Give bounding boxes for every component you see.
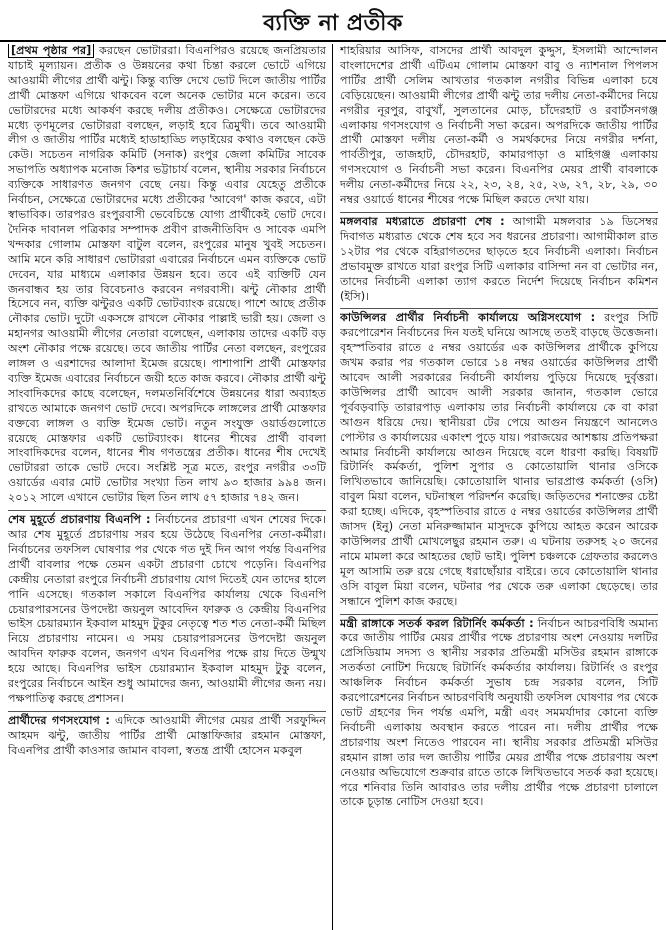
subheading-bnp-campaign: শেষ মুহূর্তে প্রচারণায় বিএনপি : xyxy=(8,513,151,527)
article-title: ব্যক্তি না প্রতীক xyxy=(263,11,403,36)
left-column xyxy=(8,44,326,930)
continuation-tag: [প্রথম পৃষ্ঠার পর] xyxy=(8,44,94,58)
right-column xyxy=(340,44,658,930)
left-paragraph-1 xyxy=(8,44,326,506)
article-header xyxy=(0,0,666,42)
left-paragraph-3-text: এদিকে আওয়ামী লীগের মেয়র প্রার্থী সরফুদ্দিন আহমদ ঝন্টু, জাতীয় পার্টির প্রার্থী মোস্তাফিজার রহমান মোস্তফা, বিএনপির প্রার্থী কাওসার জামান বাবলা, স্বতন্ত্র প্রার্থী হোসেন মকবুল xyxy=(8,713,326,757)
section-divider xyxy=(340,304,658,309)
left-paragraph-1-text: করছেন ভোটাররা। বিএনপিরও রয়েছে জনপ্রিয়তার যাচাই মূল্যায়ন। প্রতীক ও উন্নয়নের কথা চিন্তা করলে ভোটে এগিয়ে আওয়ামী লীগের প্রার্থী ঝন্টু। কিন্তু ব্যক্তি দেখে ভোট দিলে জাতীয় পার্টির প্রার্থী মোস্তফা এগিয়ে থাকবেন বলে অনেক ভোটার মনে করেন। তবে ভোটারদের মধ্যে আকর্ষণ করছে দলীয় প্রতীকও। সেক্ষেত্রে ভোটারদের মধ্যে তৃণমূলের ভোটাররা বলছেন, লড়াই হবে ত্রিমুখী। তবে আওয়ামী লীগ ও জাতীয় পার্টির মধ্যেই হাডাহাড্ডি লড়াইয়ের কথাও বলছেন কেউ কেউ। সচেতন নাগরিক কমিটি (সনাক) রংপুর জেলা কমিটির সাবেক সভাপতি অধ্যাপক মনোজ কিশর ভট্টাচার্য বলেন, স্থানীয় সরকার নির্বাচনে ব্যক্তিকে সাধারণত জনগণ বেছে নেয়। কিন্তু এবার যেহেতু প্রতীকে নির্বাচন, সেক্ষেত্রে ভোটারদের মধ্যে প্রতীকের 'আবেগ' কাজ করবে, এটা স্বাভাবিক। তারপরও রংপুরবাসী ভেবেচিন্তে যোগ্য প্রার্থীকেই ভোট দেবে। দৈনিক দাবানল পত্রিকার সম্পাদক প্রবীণ রাজনীতিবিদ ও সাবেক এমপি খন্দকার গোলাম মোস্তফা বাটুল বলেন, রংপুরের মানুষ খুবই সচেতন। আমি মনে করি সাধারণ ভোটাররা এবারের নির্বাচনে এমন ব্যক্তিকে ভোট দেবেন, যার মাধ্যমে এলাকার উন্নয়ন হবে। তবে এই ব্যক্তিটি যেন জনবান্ধব হয় তার বিবেচনাও করবেন নগরবাসী। ঝন্টু নৌকার প্রার্থী হিসেবে নন, ব্যক্তি ঝন্টুরও একটি ভোটব্যাংক রয়েছে। পাশে আছে প্রতীক নৌকার ভোট। দুটো একসঙ্গে রাখলে নৌকার পাল্লাই ভারী হয়। জেলা ও মহানগর আওয়ামী লীগের নেতারা বলেছেন, এলাকায় তাদের একটি বড় অংশ নৌকার পক্ষে রয়েছে। তবে জাতীয় পার্টির নেতা বলছেন, রংপুরের লাঙ্গল ও এরশাদের আলাদা ইমেজ রয়েছে। পাশাপাশি প্রার্থী মোস্তফার ব্যক্তি ইমেজ এবারের নির্বাচনে জয়ী হতে কাজ করবে। নৌকার প্রার্থী ঝন্টু সাংবাদিকদের কাছে বলেছেন, দলমতনির্বিশেষে উন্নয়নের ধারা অব্যাহত রাখতে আমাকে জনগণ ভোট দেবে। অপরদিকে লাঙ্গলের প্রার্থী মোস্তফার বক্তব্যে লাঙ্গল ও ব্যক্তি ইমেজ ভোট। নতুন সংযুক্ত ওয়ার্ডগুলোতে রয়েছে মোস্তফার একটি ভোটব্যাংক। ধানের শীষের প্রার্থী বাবলা সাংবাদিকদের বলেন, ধানের শীষ গণতন্ত্রের প্রতীক। ধানের শীষ দেখেই ভোটাররা তাকে ভোট দেবে। সংশ্লিষ্ট সূত্র মতে, রংপুর নগরীর ৩৩টি ওয়ার্ডের এবার মোট ভোটার সংখ্যা তিন লাখ ৯৩ হাজার ৯৯৪ জন। ২০১২ সালে এখানে ভোটার ছিল তিন লাখ ৫৭ হাজার ৭৪২ জন। xyxy=(8,44,326,505)
right-paragraph-1: শাহরিয়ার আসিফ, বাসদের প্রার্থী আবদুল কুদ্দুস, ইসলামী আন্দোলন বাংলাদেশের প্রার্থী এটিএম গোলাম মোস্তফা বাবু ও ন্যাশনাল পিপলস পার্টির প্রার্থী সেলিম আখতার গতকাল নগরীর বিভিন্ন এলাকা চষে বেড়িয়েছেন। আওয়ামী লীগের প্রার্থী ঝন্টু তার দলীয় নেতা-কর্মীদের নিয়ে নগরীর নূরপুর, বাবুখাঁ, সুলতানের মোড়, চাঁদেরহাট ও রবার্টসনগঞ্জ এলাকায় গণসংযোগ ও নির্বাচনী সভা করেন। অপরদিকে জাতীয় পার্টির প্রার্থী মোস্তফা দলীয় নেতা-কর্মী ও সমর্থকদের নিয়ে নগরীর দর্শনা, পার্বতীপুর, তাজহাট, চৌদরহাট, কামারপাড়া ও মাহিগঞ্জ এলাকায় গণসংযোগ ও নির্বাচনী সভা করেন। বিএনপির মেয়র প্রার্থী বাবলাকে দলীয় নেতা-কর্মীদের নিয়ে ২২, ২৩, ২৪, ২৫, ২৬, ২৭, ২৮, ২৯, ৩০ নম্বর ওয়ার্ডে ধানের শীষের পক্ষে মিছিল করতে দেখা যায়। xyxy=(340,44,658,207)
subheading-arson: কাউন্সিলর প্রার্থীর নির্বাচনী কার্যালয়ে অগ্নিসংযোগ : xyxy=(340,311,596,325)
section-divider xyxy=(8,506,326,511)
right-paragraph-4-text: নির্বাচন আচরণবিধি অমান্য করে জাতীয় পার্টির মেয়র প্রার্থীর পক্ষে প্রচারণায় অংশ নেওয়ায় দলটির প্রেসিডিয়াম সদস্য ও স্থানীয় সরকার প্রতিমন্ত্রী মসিউর রহমান রাঙ্গাকে সতর্কতা নোটিশ দিয়েছে রিটার্নিং কর্মকর্তার কার্যালয়। রিটার্নিং ও রংপুর আঞ্চলিক নির্বাচন কর্মকর্তা সুভাষ চন্দ্র সরকার বলেন, সিটি করপোরেশনের নির্বাচন আচরণবিধি অনুযায়ী তফসিল ঘোষণার পর থেকে ভোট গ্রহণের দিন পর্যন্ত এমপি, মন্ত্রী এবং সমমর্যাদার কোনো ব্যক্তি নির্বাচনী এলাকায় অবস্থান করতে পারেন না। দলীয় প্রার্থীর পক্ষে প্রচারণায় অংশ নিতেও পারবেন না। স্থানীয় সরকার প্রতিমন্ত্রী মসিউর রহমান রাঙ্গা তার দল জাতীয় পার্টির মেয়র প্রার্থীর পক্ষে প্রচারণায় অংশ নেওয়ার অভিযোগে শুক্রবার রাতে তাকে লিখিতভাবে সতর্ক করা হয়েছে। পরে শনিবার তিনি আবারও তার দলীয় প্রার্থীর পক্ষে প্রচারণা চালালে তাকে চূড়ান্ত নোটিস দেওয়া হবে। xyxy=(340,616,658,809)
right-paragraph-3-text: রংপুর সিটি করপোরেশন নির্বাচনের দিন যতই ঘনিয়ে আসছে ততই বাড়ছে উত্তেজনা। বৃহস্পতিবার রাতে ৫ নম্বর ওয়ার্ডের এক কাউন্সিলর প্রার্থীকে কুপিয়ে জখম করার পর গতকাল ভোরে ১৪ নম্বর ওয়ার্ডের কাউন্সিলর প্রার্থী আবেদ আলী সরকারের নির্বাচনী কার্যালয় পুড়িয়ে দিয়েছে দুর্বৃত্তরা। কাউন্সিলর প্রার্থী আবেদ আলী সরকার জানান, গতকাল ভোরে পূর্ববড়বাড়ি তারারপাড় এলাকায় তার নির্বাচনী কার্যালয়ে কে বা কারা আগুন ধরিয়ে দেয়। স্থানীয়রা টের পেয়ে আগুন নিয়ন্ত্রণে আনলেও পোস্টার ও কার্যালয়ের একাংশ পুড়ে যায়। পরাজয়ের আশঙ্কায় প্রতিপক্ষরা আমার নির্বাচনী কার্যালয়ে আগুন দিয়েছে বলে ধারণা করছি। বিষয়টি রিটার্নিং কর্মকর্তা, পুলিশ সুপার ও কোতোয়ালি থানার ওসিকে লিখিতভাবে জানিয়েছি। কোতোয়ালি থানার ভারপ্রাপ্ত কর্মকর্তা (ওসি) বাবুল মিয়া বলেন, ঘটনাস্থল পরিদর্শন করেছি। জড়িতদের শনাক্তের চেষ্টা করা হচ্ছে। এদিকে, বৃহস্পতিবার রাতে ৫ নম্বর ওয়ার্ডের কাউন্সিলর প্রার্থী জাসদ (ইনু) নেতা মনিরুজ্জামান মাসুদকে কুপিয়ে আহত করেন আরেক কাউন্সিলর প্রার্থী মোখলেছুর রহমান তরু। এ ঘটনায় তরুসহ ২০ জনের নামে মামলা করে আহতের ছোট ভাই। পুলিশ চঞ্চলকে গ্রেফতার করলেও মূল আসামি তরু রয়ে গেছে ধরাছোঁয়ার বাইরে। তবে কোতোয়ালি থানার ওসি বাবুল মিয়া বলেন, ঘটনার পর থেকে তরু এলাকা ছেড়েছে। তার সন্ধানে পুলিশ কাজ করছে। xyxy=(340,311,658,608)
right-paragraph-3 xyxy=(340,311,658,609)
subheading-campaign-end: মঙ্গলবার মধ্যরাতে প্রচারণা শেষ : xyxy=(340,214,505,228)
section-divider xyxy=(340,208,658,213)
subheading-candidate-outreach: প্রার্থীদের গণসংযোগ : xyxy=(8,713,110,727)
right-paragraph-2 xyxy=(340,215,658,304)
column-divider xyxy=(332,44,333,930)
right-paragraph-2-text: আগামী মঙ্গলবার ১৯ ডিসেম্বর দিবাগত মধ্যরাত থেকে শেষ হবে সব ধরনের প্রচারণা। আগামীকাল রাত ১২টার পর থেকে বহিরাগতদের ছাড়তে হবে নির্বাচনী এলাকা। নির্বাচন প্রভাবমুক্ত রাখতে যারা রংপুর সিটি এলাকার বাসিন্দা নন বা ভোটার নন, তাদের নির্বাচনী এলাকা ত্যাগ করতে নির্দেশ দিয়েছে নির্বাচন কমিশন (ইসি)। xyxy=(340,214,658,303)
left-paragraph-2 xyxy=(8,513,326,707)
right-paragraph-4 xyxy=(340,617,658,811)
left-paragraph-3 xyxy=(8,714,326,759)
left-paragraph-2-text: নির্বাচনের প্রচারণা এখন শেষের দিকে। আর শেষ মুহূর্তে প্রচারণায় সরব হয়ে উঠেছে বিএনপির নেতা-কর্মীরা। নির্বাচনের তফসিল ঘোষণার পর থেকে গত দুই দিন আগ পর্যন্ত বিএনপির প্রার্থী বাবলার পক্ষে তেমন একটা প্রচারণা চোখে পড়েনি। বিএনপির কেন্দ্রীয় নেতারা রংপুরে নির্বাচনী প্রচারণায় যোগ দিতেই যেন তাদের হালে পানি এসেছে। গতকাল সকালে বিএনপির কার্যালয় থেকে বিএনপি চেয়ারপারসনের উপদেষ্টা জয়নুল আবেদিন ফারুক ও কেন্দ্রীয় বিএনপির ভাইস চেয়ারম্যান ইকবাল মাহমুদ টুকুর নেতৃত্বে শত শত নেতা-কর্মী মিছিল নিয়ে প্রচারণায় নামেন। এ সময় চেয়ারপারসনের উপদেষ্টা জয়নুল আবদিন ফারুক বলেন, জনগণ এখন বিএনপির পক্ষে রায় দিতে উন্মুখ হয়ে আছে। বিএনপির ভাইস চেয়ারম্যান ইকবাল মাহমুদ টুকু বলেন, রংপুরের নির্বাচনে আইন শুধু আমাদের জন্য, আওয়ামী লীগের জন্য নয়। পক্ষপাতিত্ব করছে প্রশাসন। xyxy=(8,513,326,705)
subheading-minister-warning: মন্ত্রী রাঙ্গাকে সতর্ক করল রিটার্নিং কর্মকর্তা : xyxy=(340,616,534,630)
section-divider xyxy=(8,707,326,712)
section-divider xyxy=(340,610,658,615)
